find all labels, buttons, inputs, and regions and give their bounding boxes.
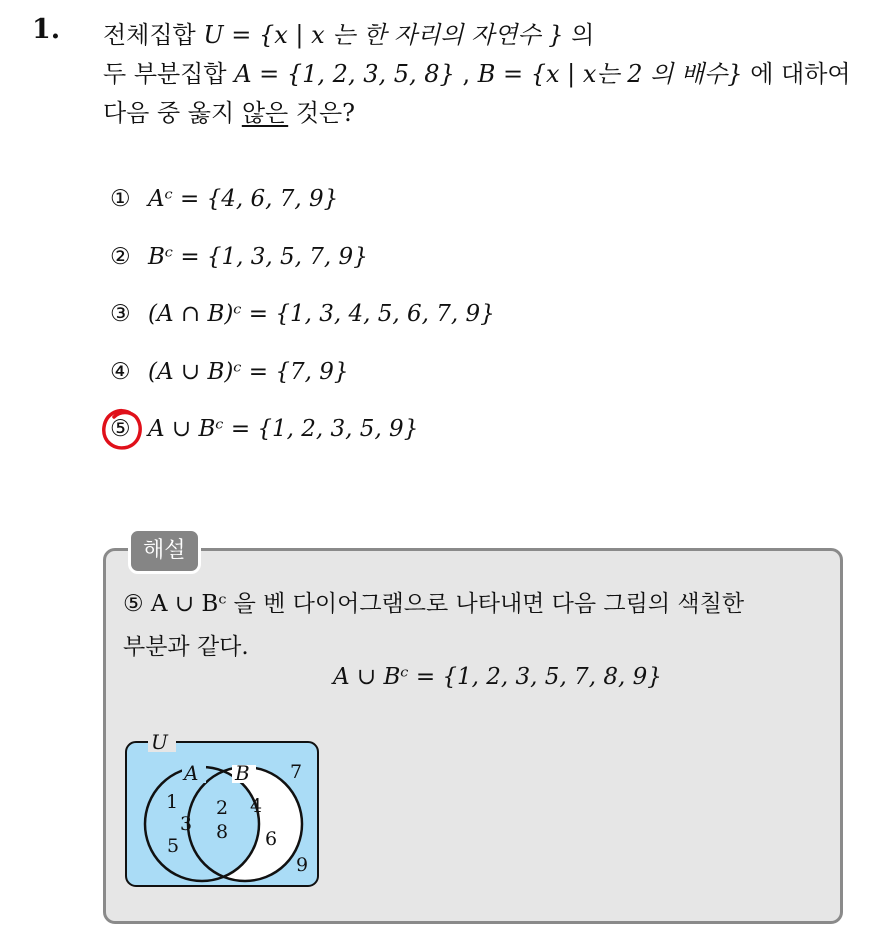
choice-expression: Bᶜ = {1, 3, 5, 7, 9}	[148, 243, 368, 270]
set-a-label: A	[184, 761, 199, 785]
element-label: 9	[296, 854, 309, 876]
answer-circle-mark	[100, 405, 146, 453]
choice-expression: Aᶜ = {4, 6, 7, 9}	[148, 186, 339, 212]
element-label: 2	[216, 797, 229, 819]
stem-line-3	[103, 94, 863, 133]
stem-text: 다음 중 옳지	[103, 99, 242, 127]
stem-text: 것은?	[288, 99, 356, 127]
choice-1[interactable]	[110, 186, 495, 244]
choice-expression: A ∪ Bᶜ = {1, 2, 3, 5, 9}	[148, 416, 419, 442]
choice-expression: (A ∪ B)ᶜ = {7, 9}	[148, 358, 349, 385]
element-label: 8	[216, 821, 229, 843]
explanation-line-2: 부분과 같다.	[123, 634, 249, 660]
choice-number: ③	[110, 301, 131, 327]
set-a-definition: A = {1, 2, 3, 5, 8}	[234, 60, 455, 88]
choice-4[interactable]	[110, 359, 495, 417]
stem-text: 의	[563, 21, 595, 49]
choice-2[interactable]	[110, 244, 495, 302]
choice-number: ①	[110, 186, 131, 212]
universe-label: U	[151, 730, 168, 754]
choice-number: ②	[110, 243, 131, 270]
choice-3[interactable]	[110, 301, 495, 359]
element-label: 3	[180, 813, 193, 835]
stem-text: 전체집합	[103, 21, 204, 49]
stem-line-2	[103, 55, 863, 94]
stem-text: 두 부분집합	[103, 60, 235, 88]
universe-definition: U = {x | x 는 한 자리의 자연수 }	[203, 21, 564, 49]
element-label: 5	[167, 835, 180, 857]
explanation-tag: 해설	[128, 528, 201, 574]
venn-diagram	[120, 728, 325, 890]
element-label: 6	[265, 828, 278, 850]
stem-text: 에 대하여	[742, 60, 851, 88]
choice-number: ④	[110, 358, 131, 385]
explanation-line-1: ⑤ A ∪ Bᶜ 을 벤 다이어그램으로 나타내면 다음 그림의 색칠한	[123, 591, 745, 617]
choice-5[interactable]	[110, 416, 495, 474]
element-label: 7	[290, 761, 303, 783]
choice-expression: (A ∩ B)ᶜ = {1, 3, 4, 5, 6, 7, 9}	[148, 301, 495, 327]
set-b-label: B	[235, 761, 250, 785]
choice-number: ⑤	[110, 416, 131, 442]
underlined-word: 않은	[241, 99, 289, 127]
answer-choices	[110, 186, 495, 474]
explanation-text	[123, 583, 838, 669]
set-b-definition: B = {x | x는 2 의 배수}	[477, 60, 743, 88]
element-label: 4	[250, 795, 263, 817]
stem-line-1	[103, 16, 863, 55]
question-number: 1.	[32, 14, 61, 45]
element-label: 1	[166, 791, 179, 813]
question-stem	[103, 16, 863, 133]
stem-text: ,	[454, 60, 478, 88]
result-formula: A ∪ Bᶜ = {1, 2, 3, 5, 7, 8, 9}	[333, 664, 662, 690]
